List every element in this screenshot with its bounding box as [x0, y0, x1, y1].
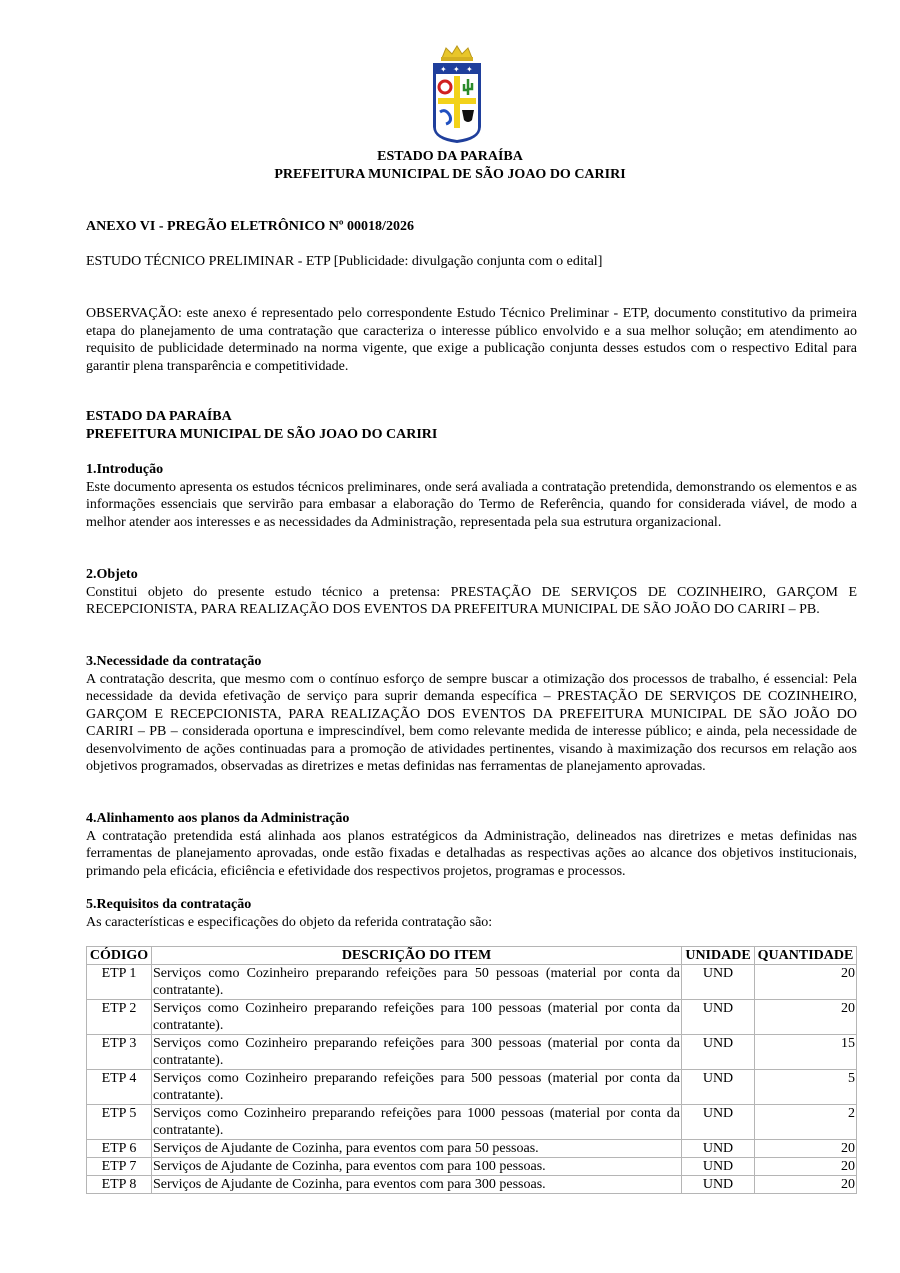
annex-subtitle: ESTUDO TÉCNICO PRELIMINAR - ETP [Publicidade: divulgação conjunta com o edital] — [86, 254, 603, 269]
cell-code: ETP 4 — [87, 1070, 152, 1105]
column-header-unit: UNIDADE — [682, 947, 755, 965]
table-row — [87, 1000, 857, 1035]
cell-code: ETP 8 — [87, 1176, 152, 1194]
section-text: A contratação descrita, que mesmo com o contínuo esforço de sempre buscar a otimização dos processos de trabalho, é essencial: Pela necessidade da devida efetivação de serviço para suprir demanda específica – PRESTAÇÃO DE SERVIÇOS DE COZINHEIRO, GARÇOM E RECEPCIONISTA, PARA REALIZAÇÃO DOS EVENTOS DA PREFEITURA MUNICIPAL DE SÃO JOÃO DO CARIRI – PB – considerada oportuna e imprescindível, bem como relevante medida de interesse público; e ainda, pela necessidade de desenvolvimento de ações continuadas para a promoção de atividades pertinentes, visando à maximização dos recursos em relação aos objetivos programados, observadas as diretrizes e metas definidas nas ferramentas de planejamento aprovadas. — [86, 671, 857, 774]
section-heading: 5.Requisitos da contratação — [86, 897, 252, 912]
cell-quantity: 15 — [755, 1035, 857, 1070]
cell-unit: UND — [682, 1105, 755, 1140]
cell-unit: UND — [682, 965, 755, 1000]
svg-text:✦: ✦ — [453, 65, 460, 74]
column-header-code: CÓDIGO — [87, 947, 152, 965]
section-necessity — [86, 653, 857, 776]
cell-description: Serviços como Cozinheiro preparando refeições para 300 pessoas (material por conta da contratante). — [153, 1036, 680, 1068]
cell-quantity: 20 — [755, 1158, 857, 1176]
svg-text:✦: ✦ — [440, 65, 447, 74]
annex-observation: OBSERVAÇÃO: este anexo é representado pelo correspondente Estudo Técnico Preliminar - ETP, documento constitutivo da primeira etapa do planejamento de uma contratação que caracteriza o interesse público envolvido e a sua melhor solução; em atendimento ao requisito de publicidade determinado na norma vigente, que exige a publicação conjunta desses estudos com o respectivo Edital para garantir plena transparência e competitividade. — [86, 306, 857, 374]
column-header-description: DESCRIÇÃO DO ITEM — [152, 947, 682, 965]
cell-description: Serviços como Cozinheiro preparando refeições para 500 pessoas (material por conta da contratante). — [153, 1071, 680, 1103]
section-heading: 4.Alinhamento aos planos da Administração — [86, 811, 350, 826]
cell-description: Serviços de Ajudante de Cozinha, para eventos com para 300 pessoas. — [152, 1176, 682, 1194]
section-text: A contratação pretendida está alinhada aos planos estratégicos da Administração, delineados nas diretrizes e metas definidas nas ferramentas de planejamento aprovadas, onde estão fixadas e detalhadas as respectivas ações ao alcance dos objetivos institucionais, primando pela eficácia, eficiência e efetividade dos respectivos projetos, programas e processos. — [86, 828, 857, 879]
cell-description: Serviços como Cozinheiro preparando refeições para 100 pessoas (material por conta da contratante). — [153, 1001, 680, 1033]
document-header — [0, 148, 900, 183]
cell-code: ETP 1 — [87, 965, 152, 1000]
cell-unit: UND — [682, 1035, 755, 1070]
cell-quantity: 20 — [755, 1140, 857, 1158]
cell-unit: UND — [682, 1070, 755, 1105]
cell-description: Serviços de Ajudante de Cozinha, para eventos com para 50 pessoas. — [152, 1140, 682, 1158]
header-municipality: PREFEITURA MUNICIPAL DE SÃO JOAO DO CARIRI — [274, 166, 626, 182]
cell-unit: UND — [682, 1176, 755, 1194]
table-row — [87, 965, 857, 1000]
body-header-municipality: PREFEITURA MUNICIPAL DE SÃO JOAO DO CARIRI — [86, 426, 438, 442]
cell-code: ETP 5 — [87, 1105, 152, 1140]
column-header-quantity: QUANTIDADE — [755, 947, 857, 965]
table-row — [87, 1158, 857, 1176]
annex-title: ANEXO VI - PREGÃO ELETRÔNICO Nº 00018/2026 — [86, 219, 414, 234]
svg-text:✦: ✦ — [466, 65, 473, 74]
body-header-state: ESTADO DA PARAÍBA — [86, 409, 232, 424]
section-requirements — [86, 896, 857, 931]
section-text: Constitui objeto do presente estudo técnico a pretensa: PRESTAÇÃO DE SERVIÇOS DE COZINHEIRO, GARÇOM E RECEPCIONISTA, PARA REALIZAÇÃO DOS EVENTOS DA PREFEITURA MUNICIPAL DE SÃO JOÃO DO CARIRI – PB. — [86, 584, 857, 617]
cell-code: ETP 7 — [87, 1158, 152, 1176]
section-alignment — [86, 810, 857, 880]
cell-unit: UND — [682, 1140, 755, 1158]
section-heading: 3.Necessidade da contratação — [86, 654, 262, 669]
section-introduction — [86, 461, 857, 531]
cell-code: ETP 2 — [87, 1000, 152, 1035]
table-row — [87, 1105, 857, 1140]
header-state: ESTADO DA PARAÍBA — [377, 149, 523, 164]
cell-unit: UND — [682, 1000, 755, 1035]
section-heading: 2.Objeto — [86, 567, 138, 582]
table-row — [87, 1070, 857, 1105]
table-row — [87, 1176, 857, 1194]
cell-quantity: 20 — [755, 1176, 857, 1194]
section-text: As características e especificações do objeto da referida contratação são: — [86, 914, 493, 930]
cell-description: Serviços como Cozinheiro preparando refeições para 50 pessoas (material por conta da contratante). — [153, 966, 680, 998]
coat-of-arms-icon — [428, 44, 486, 144]
section-text: Este documento apresenta os estudos técnicos preliminares, onde será avaliada a contratação pretendida, demonstrando os elementos e as informações essenciais que servirão para embasar a elaboração do Termo de Referência, quando for considerada viável, de modo a melhor atender aos interesses e as necessidades da Administração, representada pela sua estrutura organizacional. — [86, 479, 857, 530]
cell-quantity: 5 — [755, 1070, 857, 1105]
table-row — [87, 1035, 857, 1070]
table-row — [87, 1140, 857, 1158]
body-header — [86, 408, 857, 443]
cell-quantity: 20 — [755, 1000, 857, 1035]
cell-quantity: 2 — [755, 1105, 857, 1140]
cell-quantity: 20 — [755, 965, 857, 1000]
items-table — [86, 946, 857, 1194]
cell-unit: UND — [682, 1158, 755, 1176]
section-heading: 1.Introdução — [86, 462, 164, 477]
section-object — [86, 566, 857, 619]
cell-code: ETP 6 — [87, 1140, 152, 1158]
cell-description: Serviços como Cozinheiro preparando refeições para 1000 pessoas (material por conta da contratante). — [153, 1106, 680, 1138]
cell-description: Serviços de Ajudante de Cozinha, para eventos com para 100 pessoas. — [152, 1158, 682, 1176]
table-header-row — [87, 947, 857, 965]
cell-code: ETP 3 — [87, 1035, 152, 1070]
